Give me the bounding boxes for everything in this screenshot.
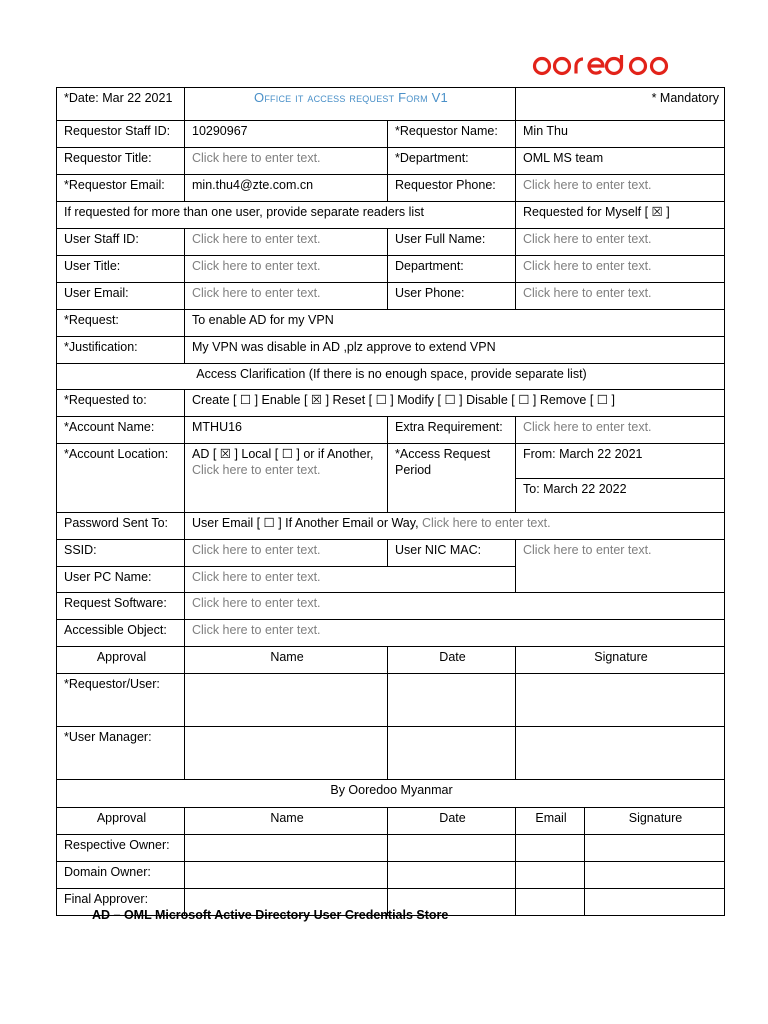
ooredoo-signature-header: Signature (585, 808, 725, 835)
final-approver-email-field[interactable] (516, 889, 585, 916)
account-location-cell[interactable] (185, 444, 388, 513)
request-software-field[interactable]: Click here to enter text. (185, 593, 725, 620)
user-staff-id-field[interactable]: Click here to enter text. (185, 229, 388, 256)
request-value[interactable]: To enable AD for my VPN (185, 310, 725, 337)
department-value[interactable]: OML MS team (516, 148, 725, 175)
user-full-name-label: User Full Name: (388, 229, 516, 256)
ooredoo-email-header: Email (516, 808, 585, 835)
requestor-title-field[interactable]: Click here to enter text. (185, 148, 388, 175)
department-label: *Department: (388, 148, 516, 175)
password-sent-to-label: Password Sent To: (57, 513, 185, 540)
extra-requirement-field[interactable]: Click here to enter text. (516, 417, 725, 444)
ssid-label: SSID: (57, 540, 185, 567)
requestor-name-value[interactable]: Min Thu (516, 121, 725, 148)
user-nic-mac-label: User NIC MAC: (388, 540, 516, 567)
justification-label: *Justification: (57, 337, 185, 364)
requestor-phone-label: Requestor Phone: (388, 175, 516, 202)
justification-value[interactable]: My VPN was disable in AD ,plz approve to extend VPN (185, 337, 725, 364)
password-sent-to-options[interactable]: User Email [ ☐ ] If Another Email or Way, (192, 516, 419, 530)
user-pc-name-field[interactable]: Click here to enter text. (185, 567, 516, 593)
user-department-field[interactable]: Click here to enter text. (516, 256, 725, 283)
access-period-from[interactable]: From: March 22 2021 (516, 444, 725, 479)
requested-to-label: *Requested to: (57, 390, 185, 417)
user-manager-signature-field[interactable] (516, 727, 725, 780)
mandatory-note: * Mandatory (516, 88, 725, 121)
user-manager-approval-label: *User Manager: (57, 727, 185, 780)
user-full-name-field[interactable]: Click here to enter text. (516, 229, 725, 256)
accessible-object-field[interactable]: Click here to enter text. (185, 620, 725, 647)
domain-owner-name-field[interactable] (185, 862, 388, 889)
access-clarification-heading: Access Clarification (If there is no enough space, provide separate list) (57, 364, 725, 390)
respective-owner-signature-field[interactable] (585, 835, 725, 862)
date-header: Date (388, 647, 516, 674)
account-name-label: *Account Name: (57, 417, 185, 444)
requested-to-options[interactable]: Create [ ☐ ] Enable [ ☒ ] Reset [ ☐ ] Modify [ ☐ ] Disable [ ☐ ] Remove [ ☐ ] (185, 390, 725, 417)
requestor-title-label: Requestor Title: (57, 148, 185, 175)
password-sent-to-cell[interactable] (185, 513, 725, 540)
access-period-label: *Access Request Period (388, 444, 516, 513)
requested-for-myself-checkbox[interactable]: Requested for Myself [ ☒ ] (516, 202, 725, 229)
ooredoo-name-header: Name (185, 808, 388, 835)
domain-owner-email-field[interactable] (516, 862, 585, 889)
password-other-field[interactable]: Click here to enter text. (422, 516, 551, 530)
user-manager-date-field[interactable] (388, 727, 516, 780)
user-nic-mac-field[interactable]: Click here to enter text. (516, 540, 725, 593)
requestor-user-name-field[interactable] (185, 674, 388, 727)
user-pc-name-label: User PC Name: (57, 567, 185, 593)
account-location-label: *Account Location: (57, 444, 185, 513)
accessible-object-label: Accessible Object: (57, 620, 185, 647)
user-title-label: User Title: (57, 256, 185, 283)
requestor-staff-id-label: Requestor Staff ID: (57, 121, 185, 148)
request-software-label: Request Software: (57, 593, 185, 620)
respective-owner-email-field[interactable] (516, 835, 585, 862)
user-email-field[interactable]: Click here to enter text. (185, 283, 388, 310)
domain-owner-date-field[interactable] (388, 862, 516, 889)
footnote: AD – OML Microsoft Active Directory User Credentials Store (92, 908, 449, 922)
user-staff-id-label: User Staff ID: (57, 229, 185, 256)
ssid-field[interactable]: Click here to enter text. (185, 540, 388, 567)
user-phone-label: User Phone: (388, 283, 516, 310)
access-request-form (56, 87, 725, 916)
name-header: Name (185, 647, 388, 674)
account-location-options[interactable]: AD [ ☒ ] Local [ ☐ ] or if Another, (192, 447, 374, 461)
domain-owner-label: Domain Owner: (57, 862, 185, 889)
account-name-value[interactable]: MTHU16 (185, 417, 388, 444)
final-approver-signature-field[interactable] (585, 889, 725, 916)
requestor-email-label: *Requestor Email: (57, 175, 185, 202)
ooredoo-section-heading: By Ooredoo Myanmar (57, 780, 725, 808)
ooredoo-logo (531, 54, 675, 78)
respective-owner-date-field[interactable] (388, 835, 516, 862)
extra-requirement-label: Extra Requirement: (388, 417, 516, 444)
multi-user-note: If requested for more than one user, provide separate readers list (57, 202, 516, 229)
ooredoo-approval-header: Approval (57, 808, 185, 835)
requestor-user-date-field[interactable] (388, 674, 516, 727)
approval-header: Approval (57, 647, 185, 674)
requestor-email-value[interactable]: min.thu4@zte.com.cn (185, 175, 388, 202)
user-phone-field[interactable]: Click here to enter text. (516, 283, 725, 310)
date-cell: *Date: Mar 22 2021 (57, 88, 185, 121)
request-label: *Request: (57, 310, 185, 337)
respective-owner-name-field[interactable] (185, 835, 388, 862)
domain-owner-signature-field[interactable] (585, 862, 725, 889)
form-title: Office it access request Form V1 (185, 88, 516, 121)
requestor-staff-id-value[interactable]: 10290967 (185, 121, 388, 148)
user-email-label: User Email: (57, 283, 185, 310)
requestor-name-label: *Requestor Name: (388, 121, 516, 148)
respective-owner-label: Respective Owner: (57, 835, 185, 862)
signature-header: Signature (516, 647, 725, 674)
ooredoo-date-header: Date (388, 808, 516, 835)
requestor-user-signature-field[interactable] (516, 674, 725, 727)
user-title-field[interactable]: Click here to enter text. (185, 256, 388, 283)
requestor-phone-field[interactable]: Click here to enter text. (516, 175, 725, 202)
requestor-user-approval-label: *Requestor/User: (57, 674, 185, 727)
user-department-label: Department: (388, 256, 516, 283)
account-location-other-field[interactable]: Click here to enter text. (192, 463, 321, 477)
user-manager-name-field[interactable] (185, 727, 388, 780)
final-approver-label: Final Approver: (57, 889, 185, 916)
access-period-to[interactable]: To: March 22 2022 (516, 479, 725, 513)
